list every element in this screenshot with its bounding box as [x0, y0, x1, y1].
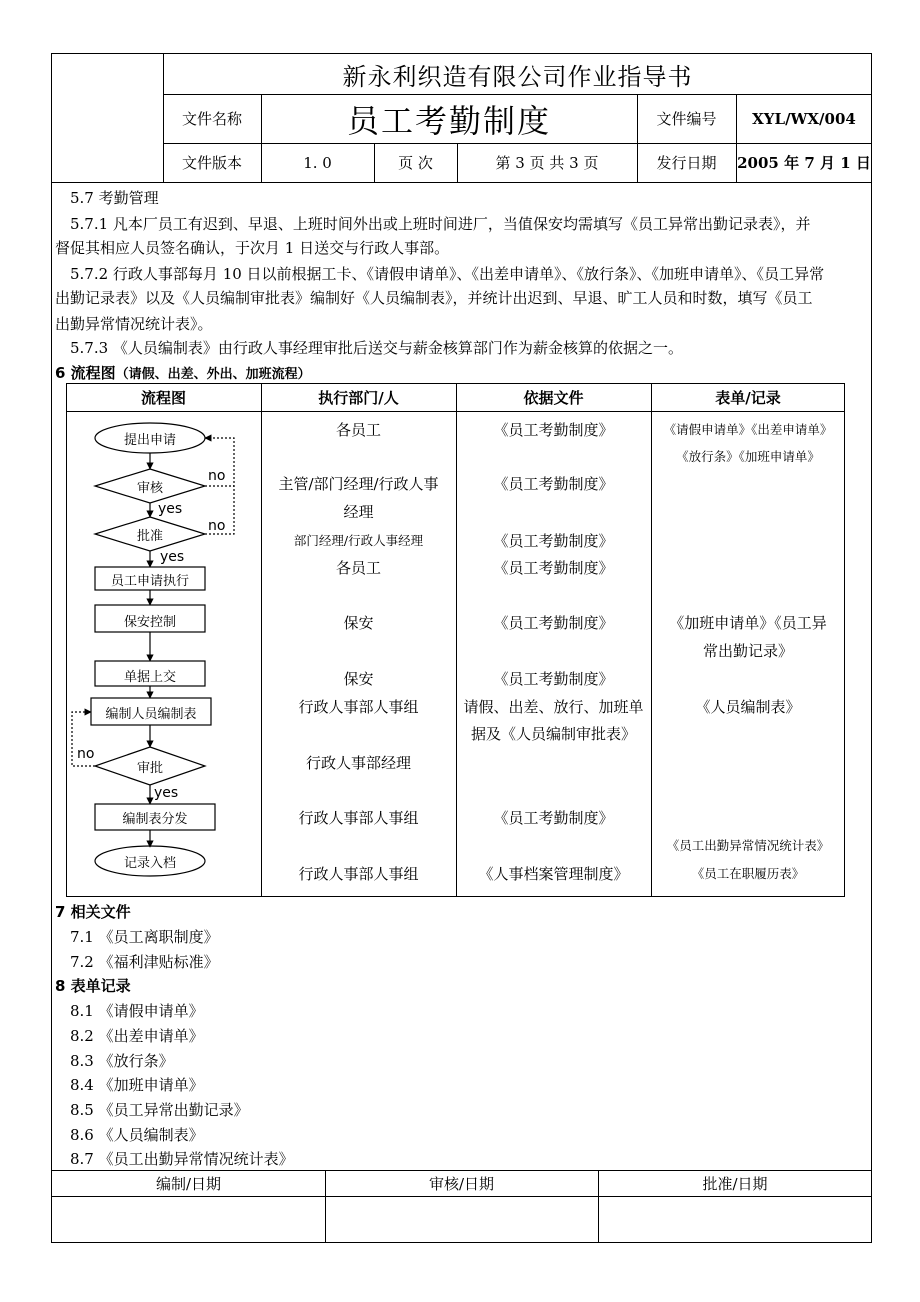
flow-label-no: no	[208, 518, 226, 534]
col-header-forms: 表单/记录	[715, 388, 781, 407]
section-7-title: 7 相关文件	[55, 903, 131, 921]
dept-cell: 保安	[343, 614, 374, 632]
doc-cell: 《员工考勤制度》	[493, 809, 614, 827]
form-cell: 《加班申请单》《员工异	[669, 614, 827, 632]
dept-cell: 保安	[343, 670, 374, 688]
flow-step-submit: 单据上交	[123, 669, 176, 685]
dept-cell: 行政人事部人事组	[298, 809, 419, 827]
doc-cell: 《员工考勤制度》	[493, 559, 614, 577]
flow-step-final-approve: 审批	[136, 760, 163, 776]
doc-cell: 请假、出差、放行、加班单	[463, 698, 644, 716]
col-header-docs: 依据文件	[523, 388, 584, 407]
flow-label-no: no	[208, 468, 226, 484]
page-label: 页 次	[398, 154, 433, 172]
paragraph-5-7-2-line1: 5.7.2 行政人事部每月 10 日以前根据工卡、《请假申请单》、《出差申请单》、《放行条》、《加班申请单》、《员工异常	[70, 265, 825, 283]
section-8-item: 8.2 《出差申请单》	[70, 1027, 204, 1045]
form-cell: 《员工出勤异常情况统计表》	[666, 838, 830, 853]
dept-cell: 部门经理/行政人事经理	[293, 533, 424, 548]
footer-reviewed-label: 审核/日期	[428, 1174, 495, 1193]
flow-step-distribute: 编制表分发	[122, 811, 188, 827]
section-8-item: 8.3 《放行条》	[70, 1052, 174, 1070]
flow-step-execute: 员工申请执行	[110, 573, 189, 589]
flow-step-security: 保安控制	[123, 614, 176, 630]
dept-cell: 行政人事部人事组	[298, 698, 419, 716]
section-8-item: 8.4 《加班申请单》	[70, 1076, 204, 1094]
paragraph-5-7-1-line2: 督促其相应人员签名确认，于次月 1 日送交与行政人事部。	[55, 239, 450, 257]
doc-no: XYL/WX/004	[752, 109, 856, 128]
footer-prepared-signature[interactable]	[52, 1197, 325, 1242]
paragraph-5-7-2-line3: 出勤异常情况统计表》。	[55, 315, 213, 333]
doc-cell: 《员工考勤制度》	[493, 670, 614, 688]
section-8-item: 8.1 《请假申请单》	[70, 1002, 204, 1020]
footer-approved-label: 批准/日期	[702, 1174, 768, 1193]
flow-label-no: no	[77, 746, 95, 762]
form-cell: 《放行条》《加班申请单》	[676, 449, 820, 464]
col-header-flow: 流程图	[140, 388, 186, 407]
section-5-7-title: 5.7 考勤管理	[70, 189, 159, 207]
paragraph-5-7-2-line2: 出勤记录表》以及《人员编制审批表》编制好《人员编制表》，并统计出迟到、早退、旷工人员和时数，填写《员工	[55, 289, 813, 307]
doc-cell: 《员工考勤制度》	[493, 421, 614, 439]
dept-cell: 各员工	[335, 559, 381, 577]
flow-step-prepare: 编制人员编制表	[105, 706, 197, 722]
flow-step-approve: 批准	[136, 528, 163, 544]
flow-label-yes: yes	[160, 549, 185, 565]
doc-title: 员工考勤制度	[346, 101, 551, 140]
company-title: 新永利织造有限公司作业指导书	[342, 62, 693, 91]
section-8-item: 8.5 《员工异常出勤记录》	[70, 1101, 249, 1119]
section-7-item: 7.1 《员工离职制度》	[70, 928, 219, 946]
flow-step-archive: 记录入档	[123, 855, 176, 871]
flow-step-review: 审核	[136, 480, 163, 496]
dept-cell: 主管/部门经理/行政人事	[278, 475, 439, 493]
section-8-title: 8 表单记录	[55, 977, 131, 995]
paragraph-5-7-3: 5.7.3 《人员编制表》由行政人事经理审批后送交与薪金核算部门作为薪金核算的依据之一。	[70, 339, 683, 357]
issue-date-label: 发行日期	[656, 154, 717, 172]
page-number: 第 3 页 共 3 页	[495, 154, 599, 172]
doc-no-label: 文件编号	[656, 110, 717, 128]
paragraph-5-7-1-line1: 5.7.1 凡本厂员工有迟到、早退、上班时间外出或上班时间进厂，当值保安均需填写《员工异常出勤记录表》，并	[70, 215, 811, 233]
dept-cell: 行政人事部经理	[305, 754, 411, 772]
doc-cell: 《员工考勤制度》	[493, 532, 614, 550]
section-6-title: 6 流程图	[55, 364, 116, 382]
flow-label-yes: yes	[154, 785, 179, 801]
form-cell: 《员工在职履历表》	[691, 866, 805, 881]
footer-prepared-label: 编制/日期	[155, 1174, 222, 1193]
form-cell: 《人员编制表》	[695, 698, 801, 716]
header-divider	[52, 182, 872, 183]
section-8-item: 8.7 《员工出勤异常情况统计表》	[70, 1150, 294, 1168]
doc-name-label: 文件名称	[181, 110, 242, 128]
doc-cell: 据及《人员编制审批表》	[470, 725, 636, 743]
dept-cell: 各员工	[335, 421, 381, 439]
doc-cell: 《人事档案管理制度》	[478, 865, 629, 883]
issue-date: 2005 年 7 月 1 日	[737, 154, 871, 172]
form-cell: 《请假申请单》《出差申请单》	[663, 422, 833, 437]
col-header-dept: 执行部门/人	[318, 388, 399, 407]
flow-label-yes: yes	[158, 501, 183, 517]
section-8-item: 8.6 《人员编制表》	[70, 1126, 204, 1144]
section-6-subtitle: （请假、出差、外出、加班流程）	[115, 367, 311, 382]
version: 1. 0	[303, 153, 332, 172]
footer-approved-signature[interactable]	[599, 1197, 872, 1242]
section-7-item: 7.2 《福利津贴标准》	[70, 953, 219, 971]
doc-cell: 《员工考勤制度》	[493, 614, 614, 632]
dept-cell: 经理	[343, 503, 374, 521]
flow-step-apply: 提出申请	[123, 432, 176, 448]
form-cell: 常出勤记录》	[702, 642, 793, 660]
dept-cell: 行政人事部人事组	[298, 865, 419, 883]
section-6-heading	[55, 362, 311, 383]
version-label: 文件版本	[181, 154, 242, 172]
doc-cell: 《员工考勤制度》	[493, 475, 614, 493]
footer-reviewed-signature[interactable]	[326, 1197, 598, 1242]
